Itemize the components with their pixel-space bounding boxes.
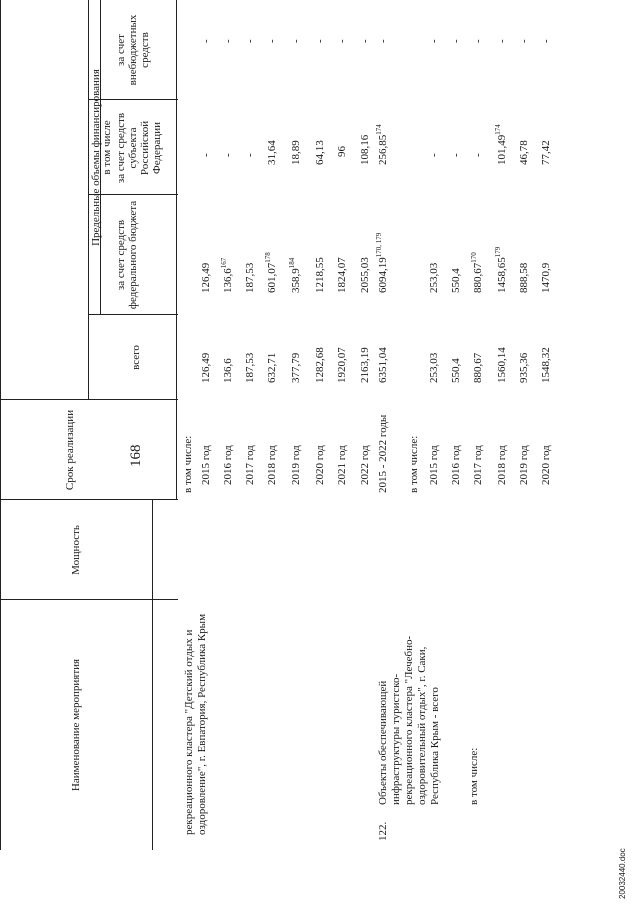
s2-r3-term: 2016 год — [450, 445, 462, 485]
header-extra: за счет внебюджетных средств — [115, 14, 151, 86]
s1-r3-extra: - — [244, 39, 256, 43]
s2-r3-region: - — [450, 153, 462, 157]
s1-r5-federal: 358,9$^{184}$ — [288, 257, 302, 293]
s1-r5-total: 377,79 — [290, 352, 302, 383]
s1-r6-term: 2020 год — [314, 445, 326, 485]
header-term: Срок реализации — [64, 409, 76, 491]
s2-r6-extra: - — [518, 39, 530, 43]
s2-r6-total: 935,36 — [518, 352, 530, 383]
header-divider-term — [176, 400, 177, 500]
s2-r5-federal: 1458,65$^{179}$ — [494, 246, 508, 293]
s2-r7-total: 1548,32 — [540, 347, 552, 383]
s2-r7-region: 77,42 — [540, 140, 552, 165]
s1-r4-region: 31,64 — [266, 140, 278, 165]
s1-r5-extra: - — [290, 39, 302, 43]
s1-r4-term: 2018 год — [266, 445, 278, 485]
s2-r6-region: 46,78 — [518, 140, 530, 165]
s2-r0-federal: 6094,19$^{170, 179}$ — [375, 232, 389, 293]
s2-r2-extra: - — [428, 39, 440, 43]
header-including: в том числе — [101, 120, 113, 175]
s1-r1-term: 2015 год — [200, 445, 212, 485]
s1-r6-federal: 1218,55 — [314, 257, 326, 293]
s2-r1-term: в том числе: — [408, 435, 420, 493]
s1-r8-extra: - — [359, 39, 371, 43]
s2-r6-federal: 888,58 — [518, 262, 530, 293]
header-divider-name — [152, 600, 153, 850]
s2-r4-federal: 880,67$^{170}$ — [470, 252, 484, 293]
s2-r2-federal: 253,03 — [428, 262, 440, 293]
s1-r8-region: 108,16 — [359, 134, 371, 165]
s2-r0-total: 6351,04 — [377, 347, 389, 383]
s2-r7-federal: 1470,9 — [540, 262, 552, 293]
s1-r4-total: 632,71 — [266, 352, 278, 383]
s1-r3-total: 187,53 — [244, 352, 256, 383]
col-border-2 — [0, 499, 178, 500]
s1-r7-region: 96 — [336, 146, 348, 157]
s2-r0-extra: - — [377, 39, 389, 43]
s1-r3-federal: 187,53 — [244, 262, 256, 293]
header-federal: за счет средств федерального бюджета — [115, 200, 139, 310]
page-number: 168 — [128, 444, 144, 467]
s1-r2-extra: - — [222, 39, 234, 43]
s2-r4-region: - — [472, 153, 484, 157]
section1-name: рекреационного кластера "Детский отдых и оздоровление", г. Евпатория, Республика Крым — [183, 613, 208, 835]
s1-r6-total: 1282,68 — [314, 347, 326, 383]
col-border-3 — [0, 399, 178, 400]
s1-r7-term: 2021 год — [336, 445, 348, 485]
s2-r7-extra: - — [540, 39, 552, 43]
s2-r5-region: 101,49$^{174}$ — [494, 124, 508, 165]
s1-r7-federal: 1824,07 — [336, 257, 348, 293]
s1-r1-extra: - — [200, 39, 212, 43]
section2-name: Объекты обеспечивающей инфраструктуры туристско-рекреационного кластера "Лечебно-оздоровительный отдых", г. Саки, Республика Крым - всего — [377, 635, 441, 805]
s1-r1-federal: 126,49 — [200, 262, 212, 293]
s1-r1-total: 126,49 — [200, 352, 212, 383]
s1-r6-region: 64,13 — [314, 140, 326, 165]
header-name: Наименование мероприятия — [70, 658, 82, 792]
s1-r0-term: в том числе: — [182, 435, 194, 493]
s2-r2-total: 253,03 — [428, 352, 440, 383]
s2-r3-extra: - — [450, 39, 462, 43]
s2-r5-extra: - — [496, 39, 508, 43]
col-border-1 — [0, 599, 178, 600]
header-capacity: Мощность — [70, 525, 82, 575]
s1-r4-federal: 601,07$^{178}$ — [264, 252, 278, 293]
s2-r2-term: 2015 год — [428, 445, 440, 485]
s2-r0-term: 2015 - 2022 годы — [377, 414, 389, 493]
s1-r8-total: 2163,19 — [359, 347, 371, 383]
s2-r4-total: 880,67 — [472, 352, 484, 383]
s1-r7-total: 1920,07 — [336, 347, 348, 383]
header-divider-total — [176, 0, 177, 400]
s1-r1-region: - — [200, 153, 212, 157]
file-code: 20032440.doc — [618, 848, 627, 899]
header-funding: Предельные объемы финансирования — [90, 69, 102, 246]
s2-r3-federal: 550,4 — [450, 268, 462, 293]
s1-r4-extra: - — [266, 39, 278, 43]
s1-r2-total: 136,6 — [222, 358, 234, 383]
s1-r2-term: 2016 год — [222, 445, 234, 485]
s1-r3-region: - — [244, 153, 256, 157]
s1-r8-term: 2022 год — [359, 445, 371, 485]
table-top-border — [0, 0, 1, 850]
s2-r5-total: 1560,14 — [496, 347, 508, 383]
s2-r4-extra: - — [472, 39, 484, 43]
s1-r8-federal: 2055,03 — [359, 257, 371, 293]
s2-r2-region: - — [428, 153, 440, 157]
funding-divider — [88, 0, 89, 400]
s2-r6-term: 2019 год — [518, 445, 530, 485]
section2-name-sub: в том числе: — [468, 747, 480, 805]
s1-r7-extra: - — [336, 39, 348, 43]
s2-r5-term: 2018 год — [496, 445, 508, 485]
header-divider-capacity — [152, 500, 153, 600]
s1-r3-term: 2017 год — [244, 445, 256, 485]
header-total: всего — [130, 345, 142, 370]
s1-r5-term: 2019 год — [290, 445, 302, 485]
s2-r0-region: 256,85$^{174}$ — [375, 124, 389, 165]
s1-r2-federal: 136,6$^{167}$ — [220, 257, 234, 293]
s1-r2-region: - — [222, 153, 234, 157]
s1-r5-region: 18,89 — [290, 140, 302, 165]
s2-r4-term: 2017 год — [472, 445, 484, 485]
header-region: за счет средств субъекта Российской Федерации — [115, 112, 163, 184]
s2-r7-term: 2020 год — [540, 445, 552, 485]
s2-r3-total: 550,4 — [450, 358, 462, 383]
s1-r6-extra: - — [314, 39, 326, 43]
section2-number: 122. — [377, 821, 389, 841]
